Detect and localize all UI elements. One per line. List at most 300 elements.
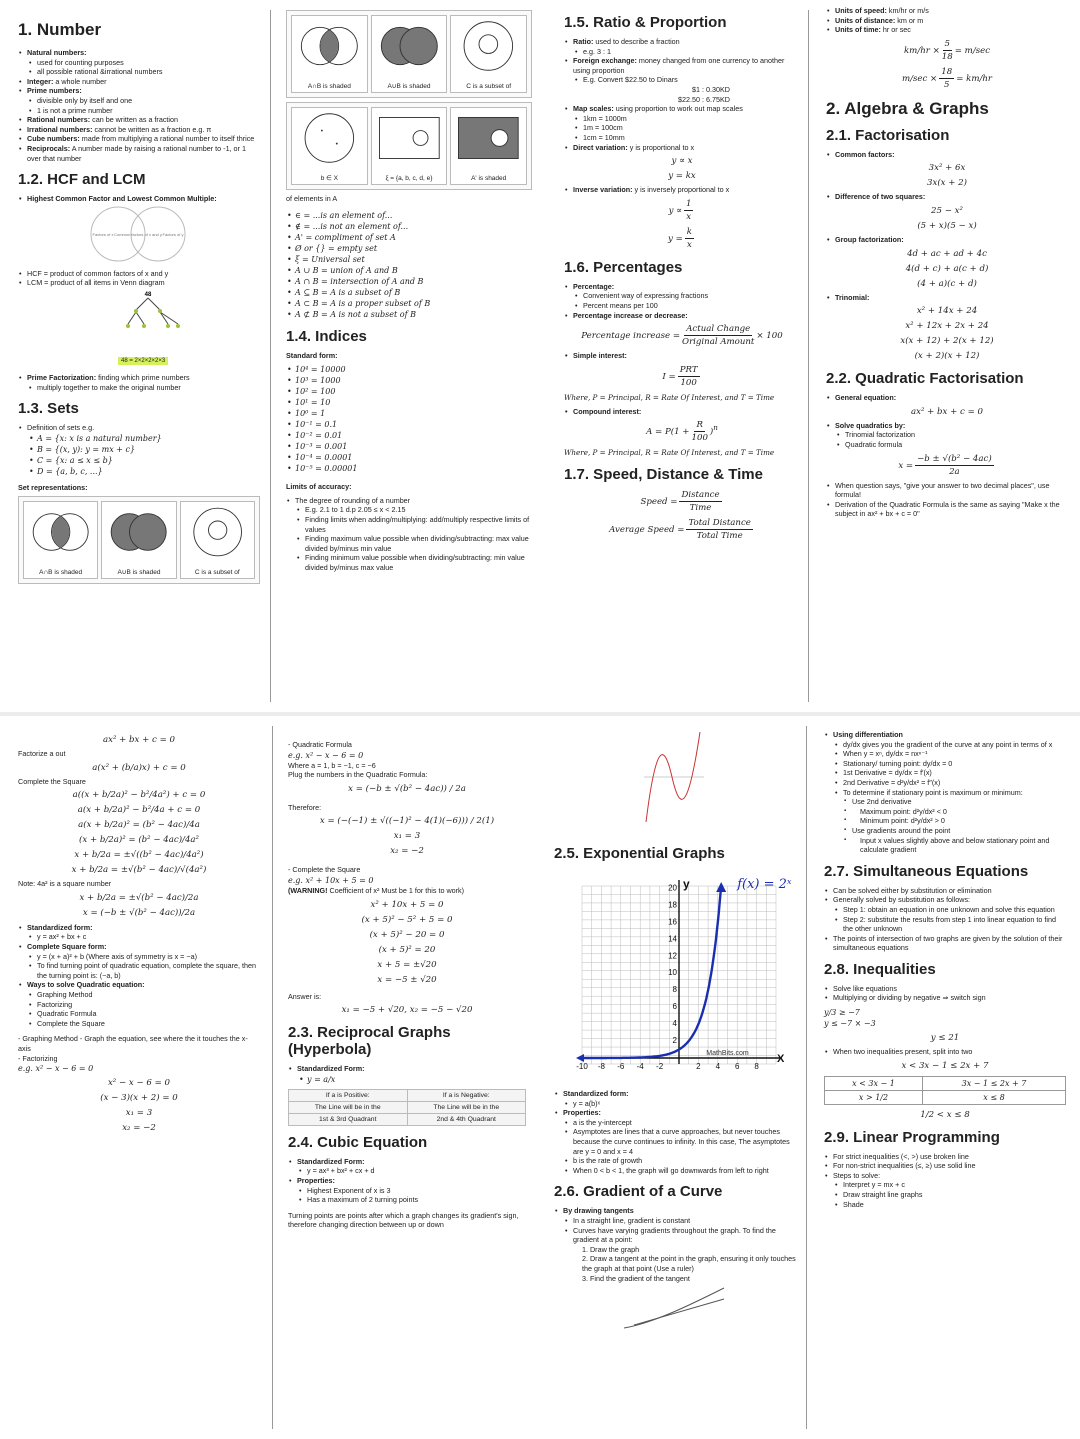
hcf-intro: • Highest Common Factor and Lowest Common Multiple: [18, 194, 260, 204]
exp-item: • b is the rate of growth [554, 1156, 796, 1166]
fact-step: x₂ = −2 [122, 1123, 156, 1134]
cts-warning: (WARNING! Coefficient of x² Must be 1 for this to work) [288, 885, 465, 895]
exp-item: • Asymptotes are lines that a curve approaches, but never touches because the curve continues to infinity. In this case, The asymptotes are y = 0 and x = 4 [554, 1127, 796, 1156]
diff-label: • Difference of two squares: [826, 192, 1068, 202]
simple-label: • Simple interest: [564, 351, 800, 361]
limits-label: Limits of accuracy: [286, 482, 352, 492]
conversion-eq: m/sec × $\frac{18}{5}$ = km/hr [901, 66, 993, 90]
ineq-example: y/3 ≥ −7 [824, 1008, 860, 1018]
column-derivation [10, 722, 268, 1433]
x-tick-label: -8 [597, 1062, 605, 1071]
qf-example: e.g. x² − x − 6 = 0 [288, 750, 364, 760]
fact-eq: (5 + x)(5 − x) [917, 220, 977, 231]
cts-step: x = −5 ± √20 [377, 974, 437, 985]
y-tick-label: 8 [672, 985, 677, 995]
set-symbol: • A' = compliment of set A [286, 232, 532, 243]
derivation-step: (x + b/2a)² = (b² − 4ac)/4a² [79, 835, 199, 846]
grad-item: • Curves have varying gradients throughout the graph. To find the gradient at a point: [554, 1226, 796, 1245]
derivation-step: a((x + b/2a)² − b²/4a²) + c = 0 [72, 790, 206, 801]
number-item: • 1 is not a prime number [18, 106, 260, 116]
set-symbol: • A ⊄ B = A is not a subset of B [286, 309, 532, 320]
power-item: • 10⁻⁵ = 0.00001 [286, 463, 532, 474]
derivation-step: a(x + b/2a)² − b²/4a + c = 0 [77, 805, 201, 816]
notes-page-1 [0, 0, 1080, 712]
lp-item: • Shade [824, 1200, 1066, 1210]
common-label: • Common factors: [826, 150, 1068, 160]
venn-caption: ξ = {a, b, c, d, e} [385, 175, 433, 182]
y-tick-label: 6 [672, 1002, 677, 1012]
lp-item: • Interpret y = mx + c [824, 1180, 1066, 1190]
pct-item: • Percentage increase or decrease: [564, 311, 800, 321]
diff-item: • 1st Derivative = dy/dx = f′(x) [824, 768, 1066, 778]
ratio-list [564, 37, 800, 85]
diff-item: ▪ Maximum point: d²y/dx² < 0 [824, 807, 1066, 817]
quad-summary-item: • Quadratic Formula [18, 1009, 260, 1019]
hcf-venn-diagram [18, 204, 258, 264]
sets-list [18, 423, 260, 477]
table-cell: x ≤ 8 [922, 1090, 1065, 1104]
avg-speed-formula: Average Speed = $\frac{\text{Total Distance}}{\text{Total Time}}$ [609, 518, 751, 542]
x-tick-label: 8 [754, 1062, 759, 1071]
cubic-item: • Has a maximum of 2 turning points [288, 1195, 526, 1205]
turning-points-text: Turning points are points after which a graph changes its gradient's sign, therefore changing direction between up or down [288, 1210, 519, 1230]
heading-quadratic: 2.2. Quadratic Factorisation [826, 370, 1024, 388]
cts-example: e.g. x² + 10x + 5 = 0 [288, 875, 374, 885]
inverse-item: • Inverse variation: y is inversely proportional to x [564, 185, 800, 195]
set-representations-label: Set representations: [18, 482, 88, 492]
ineq-split: • When two inequalities present, split into two [824, 1047, 1066, 1057]
x-tick-label: -2 [656, 1062, 664, 1071]
venn-union [371, 15, 448, 93]
lp-item: • Draw straight line graphs [824, 1190, 1066, 1200]
diff-item: ▪ Minimum point: d²y/dx² > 0 [824, 816, 1066, 826]
prime-fact-list [18, 373, 260, 392]
x-axis-label: X [777, 1053, 785, 1065]
inverse-eq: y = $\frac{k}{x}$ [667, 226, 692, 250]
exp-item: • a is the y-intercept [554, 1118, 796, 1128]
std-eq: • y = a/x [288, 1074, 526, 1085]
number-item: • Reciprocals: A number made by raising a rational number to -1, or 1 over that number [18, 144, 260, 163]
heading-sets: 1.3. Sets [18, 400, 79, 418]
ineq-result: y ≤ 21 [930, 1033, 960, 1044]
heading-linear-programming: 2.9. Linear Programming [824, 1128, 1000, 1146]
diff-list [826, 192, 1068, 202]
factor-tree [18, 288, 258, 356]
heading-percentages: 1.6. Percentages [564, 258, 683, 276]
power-item: • 10⁻¹ = 0.1 [286, 419, 532, 430]
cts-step: x + 5 = ±√20 [377, 959, 437, 970]
y-tick-label: 18 [668, 900, 677, 910]
column-divider [806, 726, 807, 1429]
power-item: • 10⁴ = 10000 [286, 364, 532, 375]
limits-item: • Finding maximum value possible when dividing/subtracting: max value divided by/minus min value [286, 534, 532, 553]
qf-result: x₂ = −2 [390, 846, 424, 857]
ratio-item: • e.g. 3 : 1 [564, 47, 800, 57]
cubic-item: • Highest Exponent of x is 3 [288, 1186, 526, 1196]
inverse-eq: y ∝ $\frac{1}{x}$ [668, 198, 692, 222]
diff-item: • When y = xⁿ, dy/dx = nxⁿ⁻¹ [824, 749, 1066, 759]
venn-caption: A∪B is shaded [117, 569, 161, 577]
set-symbol: • ∉ = ...is not an element of... [286, 221, 532, 232]
standard-form-label: Standard form: [286, 350, 338, 360]
quadratic-formula: x = $\frac{\text{−b ± √(b² − 4ac)}}{2a}$ [898, 453, 992, 477]
map-item: • 1cm = 10mm [564, 133, 800, 143]
quad-note: • When question says, "give your answer to two decimal places", use formula! [826, 481, 1068, 500]
ineq-table [824, 1076, 1066, 1105]
sim-list [824, 886, 1066, 953]
set-def: • D = {a, b, c, ...} [18, 466, 260, 477]
ratio-item: • Foreign exchange: money changed from one currency to another using proportion [564, 56, 800, 75]
answer-eq: x₁ = −5 + √20, x₂ = −5 − √20 [341, 1005, 473, 1016]
heading-hcf-lcm: 1.2. HCF and LCM [18, 171, 146, 189]
factorizing-label: - Factorizing [18, 1053, 58, 1063]
quad-summary-list [18, 923, 260, 1029]
ratio-item: • Ratio: used to describe a fraction [564, 37, 800, 47]
diff-item: ▪ Use 2nd derivative [824, 797, 1066, 807]
std-label: • Standardized Form: [288, 1064, 526, 1074]
quad-summary-item: • Ways to solve Quadratic equation: [18, 980, 260, 990]
sim-item: • Step 2: substitute the results from step 1 into linear equation to find the other unknown [824, 915, 1066, 934]
column-number [10, 6, 268, 706]
table-cell: 1st & 3rd Quadrant [289, 1113, 408, 1125]
table-cell: 3x − 1 ≤ 2x + 7 [922, 1076, 1065, 1090]
heading-exponential: 2.5. Exponential Graphs [554, 845, 725, 862]
sim-item: • The points of intersection of two graphs are given by the solution of their simultaneous equations [824, 934, 1066, 953]
differentiation-list [824, 730, 1066, 855]
quad-summary-item: • y = (x + a)² + b (Where axis of symmetry is x = −a) [18, 952, 260, 962]
grad-steps [554, 1245, 796, 1283]
solve-item: • Quadratic formula [826, 440, 1068, 450]
sets-intro: • Definition of sets e.g. [18, 423, 260, 433]
map-item: • 1m = 100cm [564, 123, 800, 133]
power-item: • 10⁻³ = 0.001 [286, 441, 532, 452]
fact-eq: x(x + 12) + 2(x + 12) [900, 336, 994, 347]
cts-steps [288, 899, 526, 986]
derivation-step: a(x + b/2a)² = (b² − 4ac)/4a [78, 820, 200, 831]
venn-label-factors-y: Factors of y [162, 231, 184, 237]
sim-item: • Can be solved either by substitution or elimination [824, 886, 1066, 896]
venn-intersection [23, 501, 98, 579]
compound-where: Where, P = Principal, R = Rate Of Interest, and T = Time [564, 448, 775, 458]
number-item: • used for counting purposes [18, 58, 260, 68]
therefore-label: Therefore: [288, 802, 322, 812]
y-tick-label: 12 [668, 951, 677, 961]
heading-indices: 1.4. Indices [286, 327, 367, 345]
column-divider [270, 10, 271, 702]
cubic-list [288, 1157, 526, 1205]
exp-item: • y = a(b)ˣ [554, 1099, 796, 1109]
hcf-list [18, 269, 260, 288]
number-item: • Natural numbers: [18, 48, 260, 58]
derivation-step: x = (−b ± √(b² − 4ac))/2a [82, 907, 196, 918]
simple-where: Where, P = Principal, R = Rate Of Interest, and T = Time [564, 392, 775, 402]
quad-summary-item: • y = ax² + bx + c [18, 932, 260, 942]
table-cell: x < 3x − 1 [825, 1076, 923, 1090]
recip-table [288, 1089, 526, 1126]
power-item: • 10³ = 1000 [286, 375, 532, 386]
column-ratio-speed [556, 6, 808, 706]
eq-top: ax² + bx + c = 0 [102, 735, 176, 745]
recip-list [288, 1064, 526, 1085]
exchange-line: $1 : 0.30KD [692, 84, 730, 94]
table-cell: If a is Negative: [407, 1089, 526, 1101]
ineq-split-list [824, 1047, 1066, 1057]
compound-list [564, 407, 800, 417]
heading-speed: 1.7. Speed, Distance & Time [564, 466, 763, 484]
general-label: • General equation: [826, 393, 1068, 403]
y-tick-label: 14 [668, 934, 677, 944]
speed-formula: Speed = $\frac{\text{Distance}}{\text{Time}}$ [640, 490, 720, 514]
heading-cubic: 2.4. Cubic Equation [288, 1133, 428, 1151]
set-def: • C = {x: a ≤ x ≤ b} [18, 455, 260, 466]
simple-list [564, 351, 800, 361]
simple-formula: I = $\frac{\text{PRT}}{100}$ [662, 364, 698, 388]
exp-list [554, 1089, 796, 1175]
fact-eq: 25 − x² [931, 205, 963, 216]
diff-item: • To determine if stationary point is maximum or minimum: [824, 788, 1066, 798]
lp-item: • Steps to solve: [824, 1171, 1066, 1181]
qf-where: Where a = 1, b = −1, c = −6 [288, 760, 376, 770]
diff-item: ▪ Use gradients around the point [824, 826, 1066, 836]
grad-item: • In a straight line, gradient is constant [554, 1216, 796, 1226]
limits-list [286, 496, 532, 573]
venn-row-bottom [286, 102, 532, 190]
y-tick-label: 10 [668, 968, 677, 978]
conversion-eq: km/hr × $\frac{5}{18}$ = m/sec [903, 38, 991, 62]
answer-label: Answer is: [288, 991, 322, 1001]
venn-union [101, 501, 176, 579]
x-tick-label: -10 [576, 1062, 588, 1071]
qf-result: x₁ = 3 [393, 831, 421, 842]
fact-eq: x² + 14x + 24 [916, 306, 978, 317]
exchange-line: $22.50 : 6.75KD [678, 94, 730, 104]
y-axis-label: y [683, 877, 690, 891]
ineq-item: • Solve like equations [824, 984, 1066, 994]
cubic-graph [634, 722, 714, 832]
compound-label: • Compound interest: [564, 407, 800, 417]
venn-caption: A∩B is shaded [39, 569, 83, 577]
heading-gradient: 2.6. Gradient of a Curve [554, 1183, 723, 1201]
number-item: • Integer: a whole number [18, 77, 260, 87]
qf-formula: x = (−b ± √(b² − 4ac)) / 2a [348, 783, 466, 794]
limits-item: • Finding minimum value possible when dividing/subtracting: min value divided by/minus max value [286, 553, 532, 572]
ineq-center: x < 3x − 1 ≤ 2x + 7 [901, 1060, 989, 1071]
x-tick-label: 6 [734, 1062, 740, 1071]
tangent-diagram [614, 1283, 734, 1333]
factorize-label: Factorize a out [18, 749, 66, 758]
grad-step: 2. Draw a tangent at the point in the graph, ensuring it only touches the graph at that point (Use a ruler) [582, 1254, 796, 1273]
set-symbols-list [286, 210, 532, 320]
cts-step: (x + 5)² − 20 = 0 [369, 929, 445, 940]
elements-text: of elements in A [286, 194, 338, 203]
cts-step: (x + 5)² = 20 [378, 944, 436, 955]
unit-item: • Units of distance: km or m [826, 16, 1068, 26]
fact-eq: 3x(x + 2) [927, 178, 967, 189]
set-def: • A = {x: x is a natural number} [18, 433, 260, 444]
general-eq: ax² + bx + c = 0 [910, 406, 984, 417]
group-list [826, 235, 1068, 245]
venn-caption: A' is shaded [471, 175, 507, 182]
venn-label-factors-x: Factors of x [92, 231, 114, 237]
lp-item: • For strict inequalities (<, >) use broken line [824, 1152, 1066, 1162]
qf-substitution: x = (−(−1) ± √((−1)² − 4(1)(−6))) / 2(1) [319, 816, 495, 827]
fact-step: x² − x − 6 = 0 [107, 1078, 171, 1089]
column-algebra [818, 6, 1076, 706]
ineq-final: 1/2 < x ≤ 8 [920, 1109, 970, 1120]
tri-list [826, 293, 1068, 303]
quad-summary-item: • Factorizing [18, 1000, 260, 1010]
heading-ratio: 1.5. Ratio & Proportion [564, 14, 727, 31]
heading-simultaneous: 2.7. Simultaneous Equations [824, 862, 1029, 880]
hcf-intro-list [18, 194, 260, 204]
prime-fact-item: • Prime Factorization: finding which prime numbers [18, 373, 260, 383]
hcf-item: • HCF = product of common factors of x and y [18, 269, 260, 279]
tree-result: 48 = 2×2×2×2×3 [118, 357, 168, 365]
table-cell: The Line will be in the [289, 1101, 408, 1113]
set-symbol: • A ⊂ B = A is a proper subset of B [286, 298, 532, 309]
quad-notes [826, 481, 1068, 519]
x-tick-label: 4 [715, 1062, 721, 1071]
powers-list [286, 364, 532, 474]
cts-label: - Complete the Square [288, 865, 361, 875]
power-item: • 10⁻⁴ = 0.0001 [286, 452, 532, 463]
power-item: • 10⁻² = 0.01 [286, 430, 532, 441]
fact-step: x₁ = 3 [125, 1108, 153, 1119]
power-item: • 10¹ = 10 [286, 397, 532, 408]
fact-eq: x² + 12x + 2x + 24 [905, 321, 989, 332]
y-tick-label: 2 [672, 1036, 677, 1046]
tri-label: • Trinomial: [826, 293, 1068, 303]
heading-algebra: 2. Algebra & Graphs [826, 98, 989, 118]
column-divider [272, 726, 273, 1429]
diff-item: • dy/dx gives you the gradient of the curve at any point in terms of x [824, 740, 1066, 750]
table-cell: x > 1/2 [825, 1090, 923, 1104]
y-tick-label: 16 [668, 917, 677, 927]
pct-item: • Convenient way of expressing fractions [564, 291, 800, 301]
table-cell: If a is Positive: [289, 1089, 408, 1101]
curve-arrow [576, 1054, 584, 1062]
solve-item: • Trinomial factorization [826, 430, 1068, 440]
number-item: • Rational numbers: can be written as a fraction [18, 115, 260, 125]
common-list [826, 150, 1068, 160]
venn-caption: A∪B is shaded [387, 83, 431, 90]
set-symbol: • A ⊆ B = A is a subset of B [286, 287, 532, 298]
fact-eq: (x + 2)(x + 12) [914, 351, 980, 362]
tree-top: 48 [144, 291, 152, 298]
x-tick-label: -4 [636, 1062, 644, 1071]
limits-item: • E.g. 2.1 to 1 d.p 2.05 ≤ x < 2.15 [286, 505, 532, 515]
venn-complement [450, 107, 527, 185]
table-cell: The Line will be in the [407, 1101, 526, 1113]
venn-element [291, 107, 368, 185]
watermark: MathBits.com [706, 1050, 749, 1057]
set-symbol: • A ∩ B = intersection of A and B [286, 276, 532, 287]
cubic-item: • Properties: [288, 1176, 526, 1186]
quad-note: • Derivation of the Quadratic Formula is the same as saying "Make x the subject in ax² + bx + c = 0" [826, 500, 1068, 519]
set-symbol: • ∈ = ...is an element of... [286, 210, 532, 221]
inverse-list [564, 185, 800, 195]
heading-inequalities: 2.8. Inequalities [824, 960, 936, 978]
map-item: • Map scales: using proportion to work out map scales [564, 104, 800, 114]
set-symbol: • Ø or {} = empty set [286, 243, 532, 254]
cts-step: x² + 10x + 5 = 0 [370, 899, 444, 910]
qf-plug: Plug the numbers in the Quadratic Formula: [288, 770, 428, 780]
diff-item: ▪ Input x values slightly above and below stationary point and calculate gradient [824, 836, 1066, 855]
diff-item: • Stationary/ turning point: dy/dx = 0 [824, 759, 1066, 769]
exp-item: • Properties: [554, 1108, 796, 1118]
group-label: • Group factorization: [826, 235, 1068, 245]
map-list [564, 104, 800, 152]
lp-item: • For non-strict inequalities (≤, ≥) use solid line [824, 1161, 1066, 1171]
derivation-step: a(x² + (b/a)x) + c = 0 [92, 762, 186, 773]
venn-subset [450, 15, 527, 93]
cubic-item: • y = ax³ + bx² + cx + d [288, 1166, 526, 1176]
unit-item: • Units of time: hr or sec [826, 25, 1068, 35]
quad-summary-item: • Complete the Square [18, 1019, 260, 1029]
grad-step: 3. Find the gradient of the tangent [582, 1273, 690, 1283]
quad-summary-item: • Complete Square form: [18, 942, 260, 952]
number-item: • divisible only by itself and one [18, 96, 260, 106]
heading-number: 1. Number [18, 20, 102, 39]
cubic-item: • Standardized Form: [288, 1157, 526, 1167]
solve-label: • Solve quadratics by: [826, 421, 1068, 431]
heading-factorisation: 2.1. Factorisation [826, 126, 950, 144]
notes-page-2 [0, 716, 1080, 1439]
fact-eq: (4 + a)(c + d) [917, 278, 977, 289]
units-list [826, 6, 1068, 35]
number-item: • Irrational numbers: cannot be written as a fraction e.g. π [18, 125, 260, 135]
y-tick-label: 20 [668, 883, 677, 893]
map-item: • 1km = 1000m [564, 114, 800, 124]
fact-eq: 4d + ac + ad + 4c [907, 248, 987, 259]
venn-caption: b ∈ X [320, 175, 338, 182]
prime-fact-sub: • multiply together to make the original number [18, 383, 260, 393]
qf-label: - Quadratic Formula [288, 740, 352, 749]
column-divider [808, 10, 809, 702]
direct-eq: y = kx [668, 171, 696, 182]
quad-summary-item: • Graphing Method [18, 990, 260, 1000]
venn-subset [180, 501, 255, 579]
ineq-list [824, 984, 1066, 1003]
venn-caption: C is a subset of [194, 569, 240, 577]
fact-eq: 4(d + c) + a(c + d) [905, 263, 989, 274]
lp-list [824, 1152, 1066, 1210]
pct-item: • Percent means per 100 [564, 301, 800, 311]
number-item: • Cube numbers: made from multiplying a rational number to itself thrice [18, 134, 260, 144]
cts-step: (x + 5)² − 5² + 5 = 0 [361, 914, 453, 925]
diff-item: • Using differentiation [824, 730, 1066, 740]
direct-eq: y ∝ x [671, 156, 693, 167]
x-tick-label: -6 [617, 1062, 625, 1071]
sim-item: • Step 1: obtain an equation in one unknown and solve this equation [824, 905, 1066, 915]
note-label: Note: 4a² is a square number [18, 879, 112, 889]
x-tick-label: 2 [696, 1062, 701, 1071]
lcm-item: • LCM = product of all items in Venn diagram [18, 278, 260, 288]
complete-label: Complete the Square [18, 776, 86, 786]
column-equations [816, 722, 1074, 1433]
derivation-step: x + b/2a = ±√(b² − 4ac)/√(4a²) [71, 865, 207, 876]
venn-intersection [291, 15, 368, 93]
graphing-method: - Graphing Method - Graph the equation, see where the it touches the x-axis [18, 1034, 248, 1053]
solve-list [826, 421, 1068, 450]
compound-formula: A = P(1 + $\frac{R}{100}$ )$^n$ [646, 420, 718, 444]
unit-item: • Units of speed: km/hr or m/s [826, 6, 1068, 16]
fact-eq: 3x² + 6x [928, 163, 966, 174]
heading-reciprocal: 2.3. Reciprocal Graphs (Hyperbola) [288, 1024, 451, 1059]
ineq-item: • Multiplying or dividing by negative ⇒ switch sign [824, 993, 1066, 1003]
limits-item: • Finding limits when adding/multiplying: add/multiply respective limits of values [286, 515, 532, 534]
power-item: • 10² = 100 [286, 386, 532, 397]
